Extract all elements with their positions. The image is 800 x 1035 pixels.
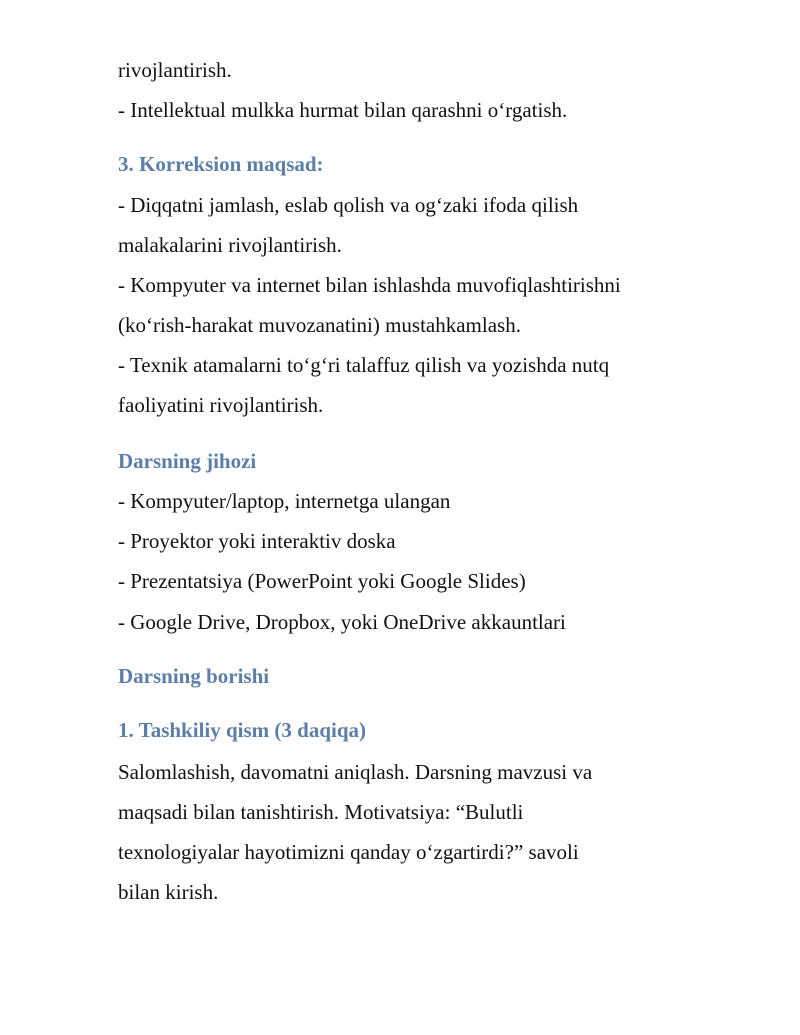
list-item: - Texnik atamalarni to‘g‘ri talaffuz qilish va yozishda nutq [118, 353, 610, 377]
paragraph-line: texnologiyalar hayotimizni qanday o‘zgartirdi?” savoli [118, 840, 579, 864]
section-heading: Darsning borishi [118, 664, 270, 688]
paragraph-line: (ko‘rish-harakat muvozanatini) mustahkamlash. [118, 313, 521, 337]
paragraph-line: rivojlantirish. [118, 58, 232, 82]
list-item: - Kompyuter va internet bilan ishlashda muvofiqlashtirishni [118, 273, 621, 297]
paragraph-line: bilan kirish. [118, 880, 219, 904]
list-item: - Prezentatsiya (PowerPoint yoki Google Slides) [118, 569, 526, 593]
paragraph-line: Salomlashish, davomatni aniqlash. Darsning mavzusi va [118, 760, 593, 784]
paragraph-line: faoliyatini rivojlantirish. [118, 393, 324, 417]
section-heading: 3. Korreksion maqsad: [118, 152, 324, 176]
list-item: - Proyektor yoki interaktiv doska [118, 529, 396, 553]
section-heading: 1. Tashkiliy qism (3 daqiqa) [118, 718, 367, 742]
list-item: - Google Drive, Dropbox, yoki OneDrive akkauntlari [118, 610, 566, 634]
paragraph-line: malakalarini rivojlantirish. [118, 233, 342, 257]
paragraph-line: maqsadi bilan tanishtirish. Motivatsiya: “Bulutli [118, 800, 524, 824]
list-item: - Kompyuter/laptop, internetga ulangan [118, 489, 451, 513]
section-heading: Darsning jihozi [118, 449, 257, 473]
list-item: - Diqqatni jamlash, eslab qolish va og‘zaki ifoda qilish [118, 193, 579, 217]
list-item: - Intellektual mulkka hurmat bilan qarashni o‘rgatish. [118, 98, 568, 122]
